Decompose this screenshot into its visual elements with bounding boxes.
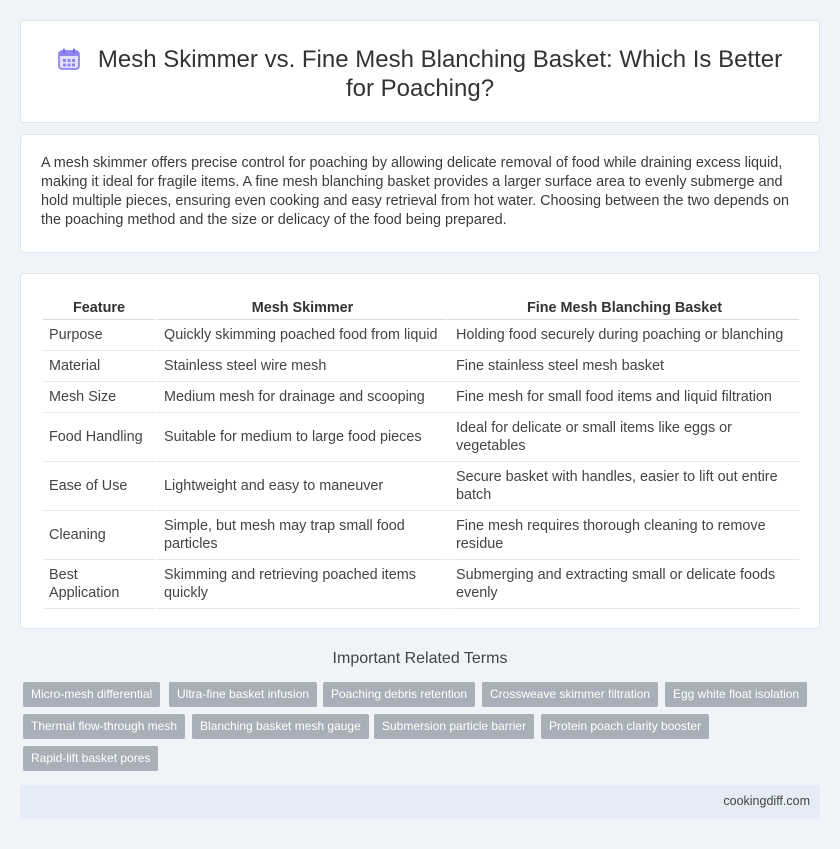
row-skimmer-value: Suitable for medium to large food pieces	[155, 413, 447, 462]
tag-poaching-debris-retention[interactable]: Poaching debris retention	[323, 682, 475, 707]
tag-egg-white-float-isolation[interactable]: Egg white float isolation	[665, 682, 807, 707]
row-feature: Cleaning	[43, 511, 155, 560]
row-skimmer-value: Lightweight and easy to maneuver	[155, 462, 447, 511]
header-mesh-skimmer: Mesh Skimmer	[155, 297, 447, 320]
row-basket-value: Fine stainless steel mesh basket	[447, 351, 799, 382]
site-name[interactable]: cookingdiff.com	[723, 794, 810, 808]
row-feature: Food Handling	[43, 413, 155, 462]
table-row	[43, 560, 799, 609]
header-blanching-basket: Fine Mesh Blanching Basket	[447, 297, 799, 320]
page-title-text: Mesh Skimmer vs. Fine Mesh Blanching Basket: Which Is Better for Poaching?	[97, 46, 783, 102]
header-feature: Feature	[43, 297, 155, 320]
tag-submersion-particle-barrier[interactable]: Submersion particle barrier	[374, 714, 534, 739]
table-row	[43, 382, 799, 413]
row-basket-value: Holding food securely during poaching or blanching	[447, 320, 799, 351]
row-feature: Material	[43, 351, 155, 382]
tag-protein-poach-clarity-booster[interactable]: Protein poach clarity booster	[541, 714, 709, 739]
row-feature: Best Application	[43, 560, 155, 609]
table-row	[43, 462, 799, 511]
intro-paragraph: A mesh skimmer offers precise control for poaching by allowing delicate removal of food while draining excess liquid, making it ideal for fragile items. A fine mesh blanching basket provides a larger surface area to evenly submerge and hold multiple pieces, ensuring even cooking and easy retrieval from hot water. Choosing between the two depends on the poaching method and the size or delicacy of the food being prepared.	[41, 155, 789, 228]
table-row	[43, 351, 799, 382]
footer-bar	[20, 785, 820, 819]
calendar-grid-icon	[58, 48, 80, 70]
row-basket-value: Submerging and extracting small or delicate foods evenly	[447, 560, 799, 609]
row-skimmer-value: Quickly skimming poached food from liquid	[155, 320, 447, 351]
tag-ultra-fine-basket-infusion[interactable]: Ultra-fine basket infusion	[169, 682, 317, 707]
table-header-row	[43, 297, 799, 320]
table-row	[43, 511, 799, 560]
row-skimmer-value: Simple, but mesh may trap small food particles	[155, 511, 447, 560]
comparison-table	[43, 297, 799, 609]
table-row	[43, 413, 799, 462]
page-title	[51, 45, 789, 103]
related-terms-heading: Important Related Terms	[332, 650, 508, 667]
row-basket-value: Ideal for delicate or small items like eggs or vegetables	[447, 413, 799, 462]
row-basket-value: Fine mesh for small food items and liquid filtration	[447, 382, 799, 413]
row-skimmer-value: Stainless steel wire mesh	[155, 351, 447, 382]
tag-thermal-flow-through-mesh[interactable]: Thermal flow-through mesh	[23, 714, 185, 739]
row-basket-value: Secure basket with handles, easier to lift out entire batch	[447, 462, 799, 511]
row-basket-value: Fine mesh requires thorough cleaning to remove residue	[447, 511, 799, 560]
tag-blanching-basket-mesh-gauge[interactable]: Blanching basket mesh gauge	[192, 714, 369, 739]
table-row	[43, 320, 799, 351]
row-skimmer-value: Medium mesh for drainage and scooping	[155, 382, 447, 413]
tag-crossweave-skimmer-filtration[interactable]: Crossweave skimmer filtration	[482, 682, 658, 707]
row-feature: Mesh Size	[43, 382, 155, 413]
intro-card	[20, 134, 820, 253]
title-card	[20, 20, 820, 123]
comparison-card	[20, 273, 820, 629]
row-feature: Ease of Use	[43, 462, 155, 511]
row-skimmer-value: Skimming and retrieving poached items quickly	[155, 560, 447, 609]
tag-micro-mesh-differential[interactable]: Micro-mesh differential	[23, 682, 160, 707]
tag-rapid-lift-basket-pores[interactable]: Rapid-lift basket pores	[23, 746, 158, 771]
row-feature: Purpose	[43, 320, 155, 351]
